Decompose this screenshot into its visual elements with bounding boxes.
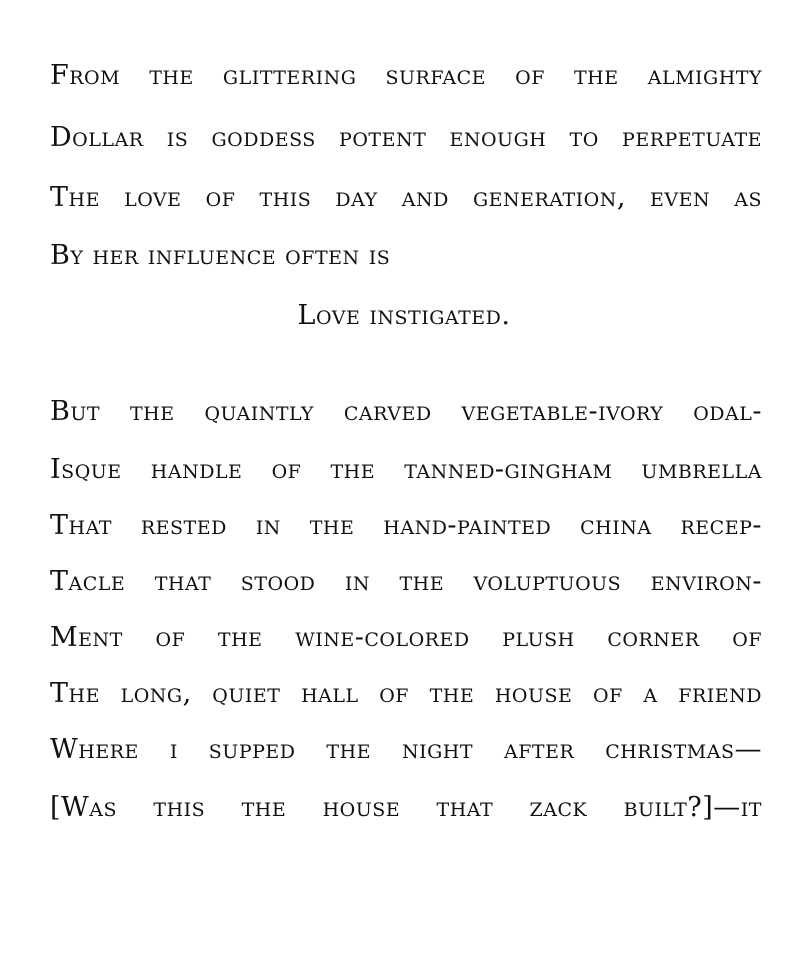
paragraph-1-line-3: The love of this day and generation, even as [50, 182, 762, 213]
paragraph-2-line-2: Isque handle of the tanned-gingham umbrella [50, 454, 762, 485]
paragraph-1-line-4: By her influence often is [50, 240, 391, 271]
paragraph-1-line-1: From the glittering surface of the almighty [50, 60, 762, 91]
paragraph-2-line-5: Ment of the wine-colored plush corner of [50, 622, 762, 653]
paragraph-2-line-4: Tacle that stood in the voluptuous environ- [50, 566, 762, 597]
paragraph-2-line-7: Where i supped the night after christmas— [50, 734, 762, 765]
paragraph-2-line-6: The long, quiet hall of the house of a friend [50, 678, 762, 709]
paragraph-1-closing-line: Love instigated. [297, 300, 511, 331]
paragraph-2-line-1: But the quaintly carved vegetable-ivory odal- [50, 396, 762, 427]
paragraph-1-line-2: Dollar is goddess potent enough to perpetuate [50, 122, 762, 153]
paragraph-2-line-3: That rested in the hand-painted china recep- [50, 510, 762, 541]
paragraph-2-line-8: [Was this the house that zack built?]—it [50, 792, 762, 823]
